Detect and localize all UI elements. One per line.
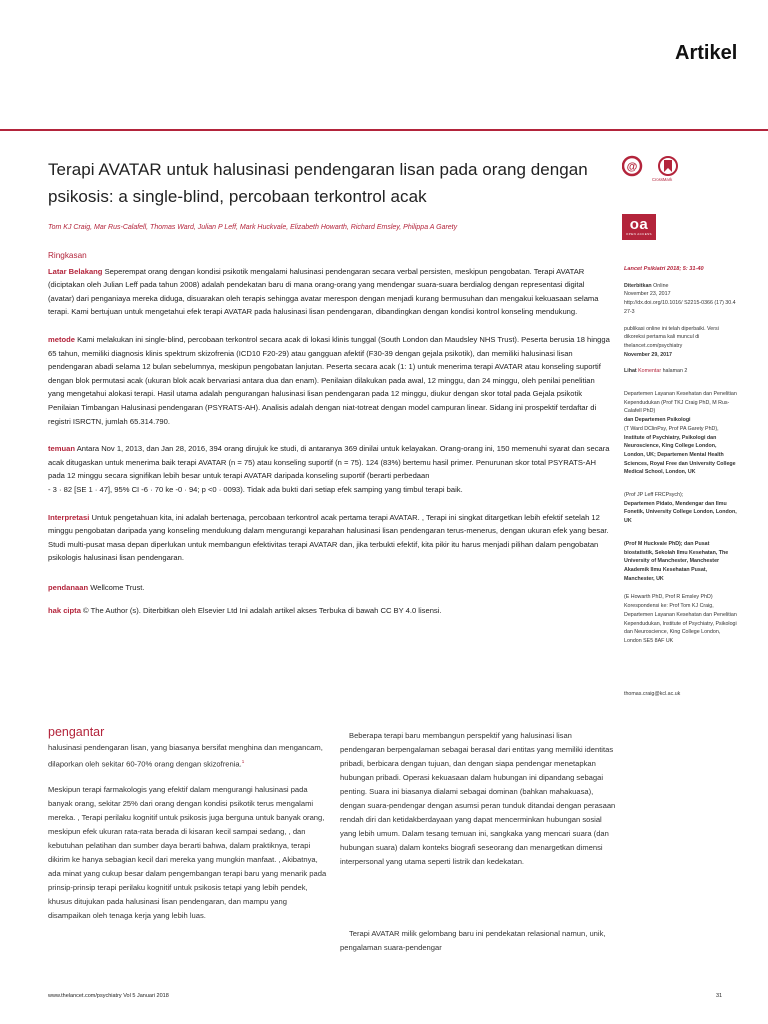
oa-mark: oa [629, 216, 649, 233]
intro-heading: pengantar [48, 725, 105, 739]
methods-keyword: metode [48, 334, 76, 344]
crossmark-icon[interactable] [622, 154, 682, 195]
correction-note: publikasi online ini telah diperbaiki. Versi dikoreksi pertama kali muncul di thelancet.com/psychiatry [624, 325, 719, 349]
abstract-funding [48, 581, 612, 595]
crossmark-label: CrossMark [652, 177, 673, 182]
col2-paragraph-1: Beberapa terapi baru membangun perspektif yang halusinasi lisan pendengaran berpengalaman sebagai berasal dari entitas yang memiliki identitas pribadi, berbicara dengan tujuan, dan dengan siapa pendengar menetapkan hubungan pribadi. Operasi kekuasaan dalam hubungan ini dipandang sebagai penting. Suara ini biasanya dialami sebagai dominan (bahkan mahakuasa), dengan suara-pendengar dengan asumsi peran tunduk ditandai dengan perasaan rendah diri dan ketidakberdayaan yang dapat mencerminkan hubungan sosial yang lebih umum. Dalam tesang temuan ini, sangkaka yang mencari suara (dan hubungan suara) dalam konteks biografi seseorang dan menargetkan dimensi interpersonal yang utama seperti listrik dan kedekatan. [340, 731, 616, 866]
footer-journal: www.thelancet.com/psychiatry Vol 5 Januari 2018 [48, 993, 169, 999]
interpretation-text: Untuk pengetahuan kita, ini adalah bertenaga, percobaan terkontrol acak pertama terapi AVATAR. , Terapi ini singkat ditargetkan lebih efektif setelah 12 minggu pengobatan daripada yang konseling mendukung dalam mengurangi keparahan halusinasi lisan pendengaran terus-menerus, dengan ukuran efek yang besar. Studi multi-pusat masa depan diperlukan untuk membangun efektivitas terapi AVATAR dan, jika terbukti efektif, kita pikir itu harus menjadi pilihan dalam pengobatan psikologis halusinasi lisan pendengaran. [48, 512, 609, 563]
comment-line [624, 367, 738, 376]
affiliation-4-bold: (Prof M Huckvale PhD); dan Pusat [624, 540, 710, 547]
published-date: November 23, 2017 [624, 291, 671, 298]
comment-suffix: halaman 2 [662, 368, 688, 375]
svg-text:@: @ [626, 161, 638, 173]
intro-paragraph-2: Meskipun terapi farmakologis yang efektif dalam mengurangi halusinasi pada banyak orang, sekitar 25% dari orang dengan kondisi psikotik terus mengalami mereka. , Terapi perilaku kognitif untuk psikosis juga berguna untuk banyak orang, meskipun efek ukuran rata-rata berada di kisaran kecil sampai sedang, , dan kebutuhan pelatihan dan sumber daya berarti bahwa, dalam praktiknya, terapi dikirim ke hanya sebagian kecil dari mereka yang mungkin manfaat. , Akibatnya, ada minat yang cukup besar dalam pengembangan terapi baru yang menarik pada prinsip-prinsip terapi perilaku kognitif untuk psikosis tetapi yang lebih pendek, khusus ditujukan pada halusinasi lisan pendengaran, dan mampu yang disampaikan oleh tenaga kerja yang lebih luas. [48, 784, 327, 920]
corrected-date: November 29, 2017 [624, 351, 672, 358]
abstract-interpretation [48, 511, 612, 565]
copyright-text: © The Author (s). Diterbitkan oleh Elsevier Ltd Ini adalah artikel akses Terbuka di bawah CC BY 4.0 lisensi. [83, 606, 442, 616]
journal-reference: Lancet Psikiatri 2018; 5: 31-40 [624, 266, 704, 272]
oa-label: OPEN ACCESS [626, 232, 652, 236]
correspondence: Korespondensi ke: Prof Tom KJ Craig, Departemen Layanan Kesehatan dan Penelitian Kependudukan, Institute of Psychiatry, Psikologi dan Neuroscience, King College London, London SE5 8AF UK [624, 603, 737, 644]
page-number: 31 [716, 993, 723, 999]
abstract-methods [48, 333, 612, 428]
abstract-heading: Ringkasan [48, 251, 87, 260]
intro-column-1 [48, 741, 330, 923]
intro-paragraph-1 [48, 741, 330, 772]
title-line-1: Terapi AVATAR untuk halusinasi pendengaran lisan pada orang dengan [48, 160, 588, 179]
published-line [624, 282, 738, 291]
comment-prefix: Lihat [624, 368, 637, 375]
affiliation-4: biostatistik, Sekolah Ilmu Kesehatan, The University of Manchester, Manchester Akademik Ilmu Kesehatan Pusat, Manchester, UK [624, 549, 729, 582]
findings-text: Antara Nov 1, 2013, dan Jan 28, 2016, 394 orang dirujuk ke studi, di antaranya 369 dinilai untuk kelayakan. Orang-orang ini, 150 memenuhi syarat dan secara acak ditugaskan untuk menerima baik terapi AVATAR (n = 75) atau konseling suportif (n = 75). 124 (83%) bertemu hasil primer. Penurunan skor total PSYRATS-AH pada 12 minggu secara signifikan lebih besar untuk terapi AVATAR daripada konseling suportif (berarti perbedaan [48, 444, 610, 481]
findings-keyword: temuan [48, 444, 76, 454]
affiliation-2-bold: Institute of Psychiatry, Psikologi dan Neuroscience, King College London, London, UK; Departemen Mental Health Sciences, Royal Free dan University College Medical School, London, UK [624, 434, 736, 476]
section-label: Artikel [675, 42, 738, 64]
background-text: Seperempat orang dengan kondisi psikotik mengalami halusinasi pendengaran secara verbal persisten, meskipun pengobatan. Terapi AVATAR (diciptakan oleh Julian Leff pada tahun 2008) adalah pendekatan baru di mana orang-orang yang mendengar suara-suara berdialog dengan representasi digital (avatar) dari penganiaya mereka diduga, disuarakan oleh terapis sehingga avatar merespon dengan menjadi kurang bermusuhan dan mengakui kekuasaan selama terapi. Kami bertujuan untuk mengetahui efek terapi AVATAR pada halusinasi lisan pendengaran, dibandingkan dengan kondisi kontrol konseling mendukung. [48, 266, 599, 317]
affiliation-2: (T Ward DClinPsy, Prof PA Garety PhD), [624, 425, 719, 432]
affiliation-5: (E Howarth PhD, Prof R Emsley PhD) [624, 594, 713, 601]
author-list: Tom KJ Craig, Mar Rus-Calafell, Thomas Ward, Julian P Leff, Mark Huckvale, Elizabeth Howarth, Richard Emsley, Philippa A Garety [48, 224, 458, 231]
doi-link[interactable]: http://dx.doi.org/10.1016/ S2215-0366 (17) 30.427-3 [624, 300, 736, 315]
sidebar [624, 265, 738, 698]
interpretation-keyword: Interpretasi [48, 512, 90, 522]
copyright-keyword: hak cipta [48, 606, 81, 616]
affiliation-1-bold: dan Departemen Psikologi [624, 417, 691, 424]
published-label: Diterbitkan [624, 282, 652, 289]
email-link[interactable]: thomas.craig@kcl.ac.uk [624, 690, 681, 697]
abstract-background [48, 265, 612, 319]
col2-paragraph-2: Terapi AVATAR milik gelombang baru ini pendekatan relasional namun, unik, pengalaman suara-pendengar [340, 929, 606, 952]
affiliation-3: (Prof JP Leff FRCPsych); [624, 492, 684, 499]
methods-text: Kami melakukan ini single-blind, percobaan terkontrol secara acak di lokasi klinis tunggal (South London dan Maudsley NHS Trust). Peserta berusia 18 hingga 65 tahun, memiliki diagnosis klinis spektrum skizofrenia (ICD10 F20-29) atau gangguan afektif (F30-39 dengan gejala psikotik), dan memiliki halusinasi lisan pendengaran abadi selama 12 bulan sebelumnya, meskipun pengobatan lanjutan. Peserta secara acak (1: 1) untuk menerima terapi AVATAR atau konseling suportif dengan blok permutasi acak (ukuran blok acak bervariasi antara dua dan enam). Penilaian dilakukan pada awal, 12 minggu, dan 24 minggu, oleh penilai penelitian yang mengetahui alokasi terapi. Hasil utama adalah pengurangan halusinasi lisan pendengaran pada 12 minggu, diukur dengan skor total pada Gejala psikotik Penilaian Timbangan Halusinasi pendengaran (PSYRATS-AH). Analisis adalah dengan niat-totreat dengan model campuran linear. Sidang ini prospektif terdaftar di registri ISRCTN, jumlah 65.314.790. [48, 334, 610, 426]
abstract-findings [48, 442, 612, 483]
background-keyword: Latar Belakang [48, 266, 103, 276]
intro-column-2 [340, 729, 618, 955]
abstract-copyright [48, 604, 612, 618]
article-title [48, 156, 608, 210]
funding-text: Wellcome Trust. [90, 582, 145, 592]
affiliation-3-bold: Departemen Pidato, Mendengar dan Ilmu Fonetik, University College London, London, UK [624, 500, 737, 525]
header-rule [0, 129, 768, 131]
findings-stats: - 3 · 82 [SE 1 · 47], 95% CI -6 · 70 ke -0 · 94; p <0 · 0093). Tidak ada bukti dari setiap efek samping yang timbul terapi baik. [48, 484, 463, 494]
title-line-2: psikosis: a single-blind, percobaan terkontrol acak [48, 187, 427, 206]
intro-ref-1: 1 [241, 759, 245, 764]
comment-link[interactable]: Komentar [638, 368, 662, 375]
abstract [48, 249, 612, 618]
funding-keyword: pendanaan [48, 582, 89, 592]
affiliation-1: Departemen Layanan Kesehatan dan Penelitian Kependudukan (Prof TKJ Craig PhD, M Rus-Calafell PhD) [624, 391, 737, 415]
intro-paragraph-1-text: halusinasi pendengaran lisan, yang biasanya bersifat menghina dan mengancam, dilaporkan oleh sekitar 60-70% orang dengan skizofrenia. [48, 743, 323, 769]
open-access-badge [622, 214, 656, 240]
published-online: Online [653, 282, 669, 289]
